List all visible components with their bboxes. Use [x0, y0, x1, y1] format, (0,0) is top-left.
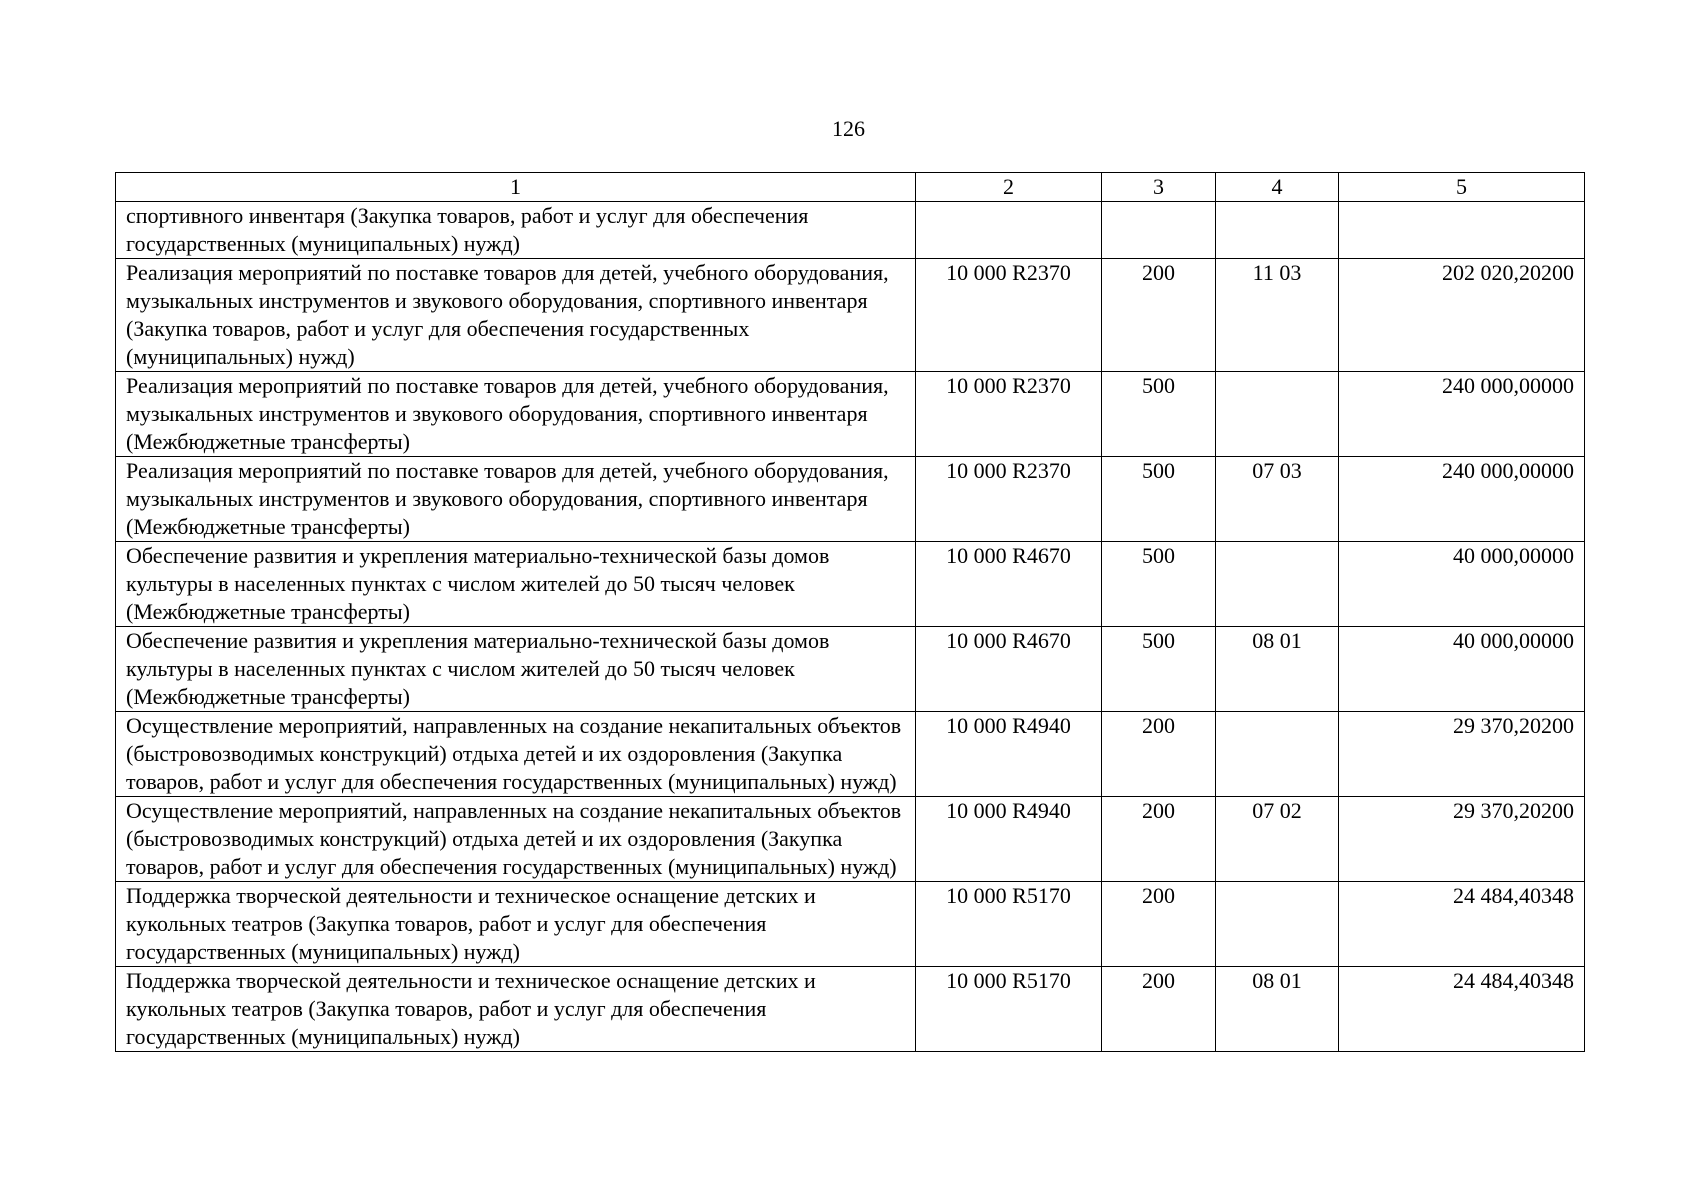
row-description: Поддержка творческой деятельности и техническое оснащение детских и кукольных театров (Закупка товаров, работ и услуг для обеспечения государственных (муниципальных) нужд) [116, 882, 916, 967]
row-section-code [1216, 542, 1339, 627]
row-description: Обеспечение развития и укрепления материально-технической базы домов культуры в населенных пунктах с числом жителей до 50 тысяч человек (Межбюджетные трансферты) [116, 542, 916, 627]
row-amount: 240 000,00000 [1339, 372, 1585, 457]
column-header: 1 [116, 173, 916, 202]
row-description: Обеспечение развития и укрепления материально-технической базы домов культуры в населенных пунктах с числом жителей до 50 тысяч человек (Межбюджетные трансферты) [116, 627, 916, 712]
row-expense-type: 200 [1102, 967, 1216, 1052]
header-row [116, 173, 1585, 202]
row-amount: 29 370,20200 [1339, 712, 1585, 797]
row-amount [1339, 202, 1585, 259]
table-row [116, 457, 1585, 542]
budget-table [115, 172, 1585, 1052]
row-description: Поддержка творческой деятельности и техническое оснащение детских и кукольных театров (Закупка товаров, работ и услуг для обеспечения государственных (муниципальных) нужд) [116, 967, 916, 1052]
column-header: 4 [1216, 173, 1339, 202]
row-expense-type: 200 [1102, 797, 1216, 882]
row-description: Реализация мероприятий по поставке товаров для детей, учебного оборудования, музыкальных инструментов и звукового оборудования, спортивного инвентаря (Закупка товаров, работ и услуг для обеспечения государственных (муниципальных) нужд) [116, 259, 916, 372]
row-target-code [916, 202, 1102, 259]
row-expense-type: 500 [1102, 372, 1216, 457]
row-expense-type: 500 [1102, 627, 1216, 712]
row-description: Осуществление мероприятий, направленных на создание некапитальных объектов (быстровозводимых конструкций) отдыха детей и их оздоровления (Закупка товаров, работ и услуг для обеспечения государственных (муниципальных) нужд) [116, 712, 916, 797]
row-expense-type: 200 [1102, 712, 1216, 797]
row-description: Реализация мероприятий по поставке товаров для детей, учебного оборудования, музыкальных инструментов и звукового оборудования, спортивного инвентаря (Межбюджетные трансферты) [116, 457, 916, 542]
table-row [116, 712, 1585, 797]
row-section-code [1216, 712, 1339, 797]
row-description: спортивного инвентаря (Закупка товаров, работ и услуг для обеспечения государственных (муниципальных) нужд) [116, 202, 916, 259]
row-amount: 24 484,40348 [1339, 882, 1585, 967]
table-row [116, 797, 1585, 882]
row-expense-type [1102, 202, 1216, 259]
row-target-code: 10 000 R5170 [916, 967, 1102, 1052]
row-target-code: 10 000 R4940 [916, 797, 1102, 882]
row-section-code: 07 03 [1216, 457, 1339, 542]
row-amount: 29 370,20200 [1339, 797, 1585, 882]
table-row [116, 259, 1585, 372]
row-description: Реализация мероприятий по поставке товаров для детей, учебного оборудования, музыкальных инструментов и звукового оборудования, спортивного инвентаря (Межбюджетные трансферты) [116, 372, 916, 457]
table-row [116, 627, 1585, 712]
table-row [116, 967, 1585, 1052]
row-amount: 240 000,00000 [1339, 457, 1585, 542]
row-section-code [1216, 372, 1339, 457]
row-target-code: 10 000 R5170 [916, 882, 1102, 967]
row-amount: 40 000,00000 [1339, 542, 1585, 627]
row-amount: 40 000,00000 [1339, 627, 1585, 712]
row-section-code: 07 02 [1216, 797, 1339, 882]
row-target-code: 10 000 R2370 [916, 457, 1102, 542]
column-header: 3 [1102, 173, 1216, 202]
table-row [116, 372, 1585, 457]
row-target-code: 10 000 R2370 [916, 372, 1102, 457]
row-expense-type: 500 [1102, 542, 1216, 627]
row-description: Осуществление мероприятий, направленных на создание некапитальных объектов (быстровозводимых конструкций) отдыха детей и их оздоровления (Закупка товаров, работ и услуг для обеспечения государственных (муниципальных) нужд) [116, 797, 916, 882]
column-header: 2 [916, 173, 1102, 202]
row-target-code: 10 000 R4940 [916, 712, 1102, 797]
row-amount: 24 484,40348 [1339, 967, 1585, 1052]
row-section-code [1216, 882, 1339, 967]
row-target-code: 10 000 R4670 [916, 627, 1102, 712]
row-expense-type: 500 [1102, 457, 1216, 542]
table-row [116, 882, 1585, 967]
table-row [116, 202, 1585, 259]
row-expense-type: 200 [1102, 259, 1216, 372]
row-section-code: 08 01 [1216, 627, 1339, 712]
row-section-code: 11 03 [1216, 259, 1339, 372]
column-header: 5 [1339, 173, 1585, 202]
row-section-code [1216, 202, 1339, 259]
row-amount: 202 020,20200 [1339, 259, 1585, 372]
table-row [116, 542, 1585, 627]
row-expense-type: 200 [1102, 882, 1216, 967]
row-section-code: 08 01 [1216, 967, 1339, 1052]
row-target-code: 10 000 R4670 [916, 542, 1102, 627]
page-number: 126 [832, 116, 865, 141]
row-target-code: 10 000 R2370 [916, 259, 1102, 372]
